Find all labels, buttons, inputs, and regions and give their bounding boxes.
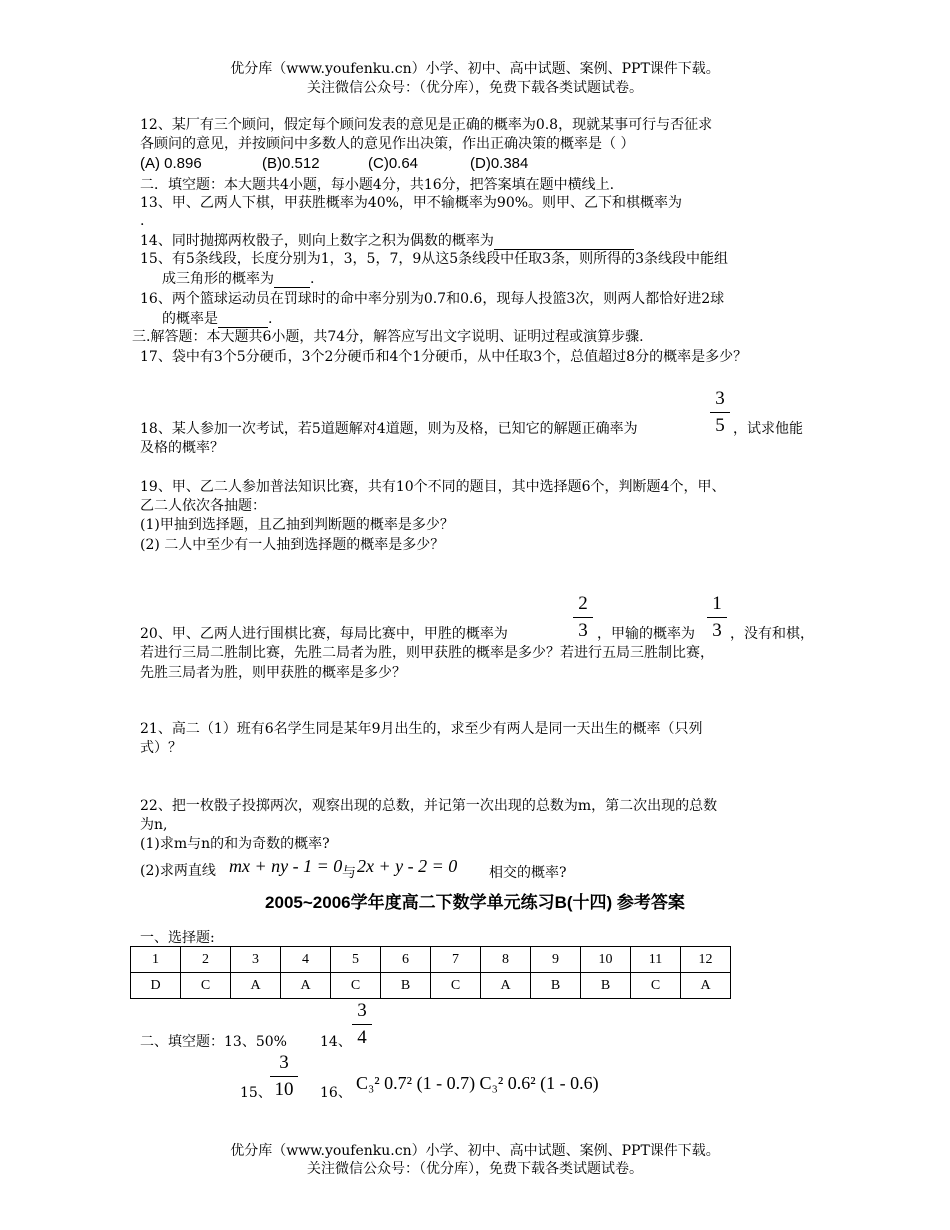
answer-choice: D bbox=[131, 973, 181, 999]
q16-line-2 bbox=[162, 309, 272, 328]
answer-number: 9 bbox=[531, 947, 581, 973]
q12-option-c: (C)0.64 bbox=[368, 155, 419, 172]
q18-line-1: 18、某人参加一次考试，若5道题解对4道题，则为及格，已知它的解题正确率为 bbox=[140, 421, 638, 437]
q22-part-2-tail: 相交的概率? bbox=[489, 865, 567, 881]
footer-line-2: 关注微信公众号：（优分库），免费下载各类试题试卷。 bbox=[307, 1161, 643, 1177]
section-2-heading: 二．填空题：本大题共4小题，每小题4分，共16分，把答案填在题中横线上. bbox=[140, 177, 615, 193]
q20-line-1b: ，甲输的概率为 bbox=[597, 626, 695, 642]
answer-choice: A bbox=[481, 973, 531, 999]
answer-choice: B bbox=[381, 973, 431, 999]
q20-line-3: 先胜三局者为胜，则甲获胜的概率是多少？ bbox=[140, 665, 406, 681]
answer-choice: C bbox=[181, 973, 231, 999]
q20-line-1c: ，没有和棋， bbox=[730, 626, 814, 642]
q19-part-1: (1)甲抽到选择题，且乙抽到判断题的概率是多少？ bbox=[140, 517, 454, 533]
q15-answer-blank[interactable] bbox=[274, 269, 310, 288]
q22-equation-2: 2x + y - 2 = 0 bbox=[357, 856, 458, 876]
answer-15-numerator: 3 bbox=[279, 1052, 289, 1073]
q22-line-1: 22、把一枚骰子投掷两次，观察出现的总数，并记第一次出现的总数为m，第二次出现的总数 bbox=[140, 798, 718, 814]
answer-number: 10 bbox=[581, 947, 631, 973]
q18-fraction-denominator: 5 bbox=[715, 415, 725, 436]
answer-choice: C bbox=[631, 973, 681, 999]
answer-choice: A bbox=[281, 973, 331, 999]
q15-line-1: 15、有5条线段，长度分别为1，3，5，7，9从这5条线段中任取3条，则所得的3条线段中能组 bbox=[140, 251, 728, 267]
q22-part-1: (1)求m与n的和为奇数的概率? bbox=[140, 836, 330, 852]
q13-line-2: . bbox=[140, 213, 145, 229]
answer-choice: B bbox=[531, 973, 581, 999]
q15-period: . bbox=[310, 271, 315, 287]
q20-fraction-win-numerator: 2 bbox=[578, 593, 588, 614]
answer-number: 2 bbox=[181, 947, 231, 973]
q21-line-1: 21、高二（1）班有6名学生同是某年9月出生的，求至少有两人是同一天出生的概率（只列 bbox=[140, 721, 703, 737]
answer-number: 7 bbox=[431, 947, 481, 973]
q16-line-2-text: 的概率是 bbox=[162, 311, 218, 327]
answer-16-expression: C₃² 0.7² (1 - 0.7) C₃² 0.6² (1 - 0.6) bbox=[356, 1073, 599, 1093]
answer-choice: C bbox=[331, 973, 381, 999]
answer-number: 1 bbox=[131, 947, 181, 973]
answer-14-numerator: 3 bbox=[357, 1000, 367, 1021]
answers-table-number-row bbox=[131, 947, 731, 973]
q18-fraction bbox=[710, 388, 730, 437]
answer-number: 6 bbox=[381, 947, 431, 973]
q16-period: . bbox=[268, 311, 273, 327]
q15-line-2-text: 成三角形的概率为 bbox=[162, 271, 274, 287]
answers-table bbox=[130, 946, 731, 999]
answer-key-title: 2005~2006学年度高二下数学单元练习B(十四) 参考答案 bbox=[265, 893, 685, 912]
answer-number: 12 bbox=[681, 947, 731, 973]
q22-equation-1: mx + ny - 1 = 0 bbox=[229, 856, 343, 876]
q20-fraction-lose-numerator: 1 bbox=[712, 593, 722, 614]
q12-line-1: 12、某厂有三个顾问，假定每个顾问发表的意见是正确的概率为0.8，现就某事可行与否征求 bbox=[140, 117, 713, 133]
answer-number: 3 bbox=[231, 947, 281, 973]
answer-15-label: 15、 bbox=[240, 1085, 272, 1101]
footer-line-1: 优分库（www.youfenku.cn）小学、初中、高中试题、案例、PPT课件下载。 bbox=[230, 1143, 720, 1159]
q20-fraction-win-denominator: 3 bbox=[578, 620, 588, 641]
q12-option-a: (A) 0.896 bbox=[140, 155, 202, 172]
q13-line-1: 13、甲、乙两人下棋，甲获胜概率为40%，甲不输概率为90%。则甲、乙下和棋概率为 bbox=[140, 195, 683, 211]
q21-line-2: 式）？ bbox=[140, 740, 182, 756]
q22-part-2-label: (2)求两直线 bbox=[140, 863, 216, 879]
answer-14-fraction bbox=[352, 1000, 372, 1049]
q18-line-2: 及格的概率？ bbox=[140, 440, 224, 456]
q17: 17、袋中有3个5分硬币，3个2分硬币和4个1分硬币，从中任取3个，总值超过8分的概率是多少？ bbox=[140, 349, 748, 365]
q20-fraction-lose-denominator: 3 bbox=[712, 620, 722, 641]
q18-line-1-tail: ，试求他能 bbox=[733, 421, 803, 437]
answer-choice: B bbox=[581, 973, 631, 999]
header-line-1: 优分库（www.youfenku.cn）小学、初中、高中试题、案例、PPT课件下载。 bbox=[230, 61, 720, 77]
answer-14-denominator: 4 bbox=[357, 1027, 367, 1048]
answer-choice: A bbox=[231, 973, 281, 999]
q20-line-2: 若进行三局二胜制比赛，先胜二局者为胜，则甲获胜的概率是多少？若进行五局三胜制比赛， bbox=[140, 645, 714, 661]
q20-fraction-lose-bar bbox=[707, 617, 727, 618]
answer-14-label: 14、 bbox=[320, 1034, 352, 1050]
q16-answer-blank[interactable] bbox=[218, 309, 268, 328]
q18-fraction-bar bbox=[710, 412, 730, 413]
answer-number: 11 bbox=[631, 947, 681, 973]
q14-answer-blank[interactable] bbox=[494, 231, 634, 250]
q22-line-2: 为n, bbox=[140, 817, 168, 833]
q14-text: 14、同时抛掷两枚骰子，则向上数字之积为偶数的概率为 bbox=[140, 233, 494, 249]
q14 bbox=[140, 231, 634, 250]
q22-part-2-and: 与 bbox=[342, 865, 356, 881]
q19-line-2: 乙二人依次各抽题： bbox=[140, 498, 266, 514]
q19-part-2: (2) 二人中至少有一人抽到选择题的概率是多少？ bbox=[140, 537, 445, 553]
q20-fraction-win bbox=[573, 593, 593, 642]
answers-section-1-label: 一、选择题: bbox=[140, 930, 215, 946]
q18-fraction-numerator: 3 bbox=[715, 388, 725, 409]
answer-number: 8 bbox=[481, 947, 531, 973]
q16-line-1: 16、两个篮球运动员在罚球时的命中率分别为0.7和0.6，现每人投篮3次，则两人都恰好进2球 bbox=[140, 291, 725, 307]
q20-fraction-win-bar bbox=[573, 617, 593, 618]
q15-line-2 bbox=[162, 269, 314, 288]
q12-line-2: 各顾问的意见，并按顾问中多数人的意见作出决策，作出正确决策的概率是（ ） bbox=[140, 136, 635, 152]
answer-14-bar bbox=[352, 1024, 372, 1025]
answer-choice: C bbox=[431, 973, 481, 999]
header-line-2: 关注微信公众号：（优分库），免费下载各类试题试卷。 bbox=[307, 80, 643, 96]
answer-number: 4 bbox=[281, 947, 331, 973]
answer-15-bar bbox=[270, 1076, 298, 1077]
q12-option-b: (B)0.512 bbox=[262, 155, 320, 172]
answer-choice: A bbox=[681, 973, 731, 999]
answer-number: 5 bbox=[331, 947, 381, 973]
answer-15-fraction bbox=[270, 1052, 298, 1101]
section-3-heading: 三.解答题：本大题共6小题，共74分，解答应写出文字说明、证明过程或演算步骤. bbox=[132, 329, 644, 345]
q19-line-1: 19、甲、乙二人参加普法知识比赛，共有10个不同的题目，其中选择题6个，判断题4个，甲、 bbox=[140, 479, 726, 495]
answers-fill-label: 二、填空题：13、50% bbox=[140, 1034, 287, 1050]
answer-16-label: 16、 bbox=[320, 1085, 352, 1101]
answers-table-choice-row bbox=[131, 973, 731, 999]
q20-line-1a: 20、甲、乙两人进行围棋比赛，每局比赛中，甲胜的概率为 bbox=[140, 626, 508, 642]
answer-15-denominator: 10 bbox=[274, 1079, 294, 1100]
q20-fraction-lose bbox=[707, 593, 727, 642]
q12-option-d: (D)0.384 bbox=[470, 155, 529, 172]
